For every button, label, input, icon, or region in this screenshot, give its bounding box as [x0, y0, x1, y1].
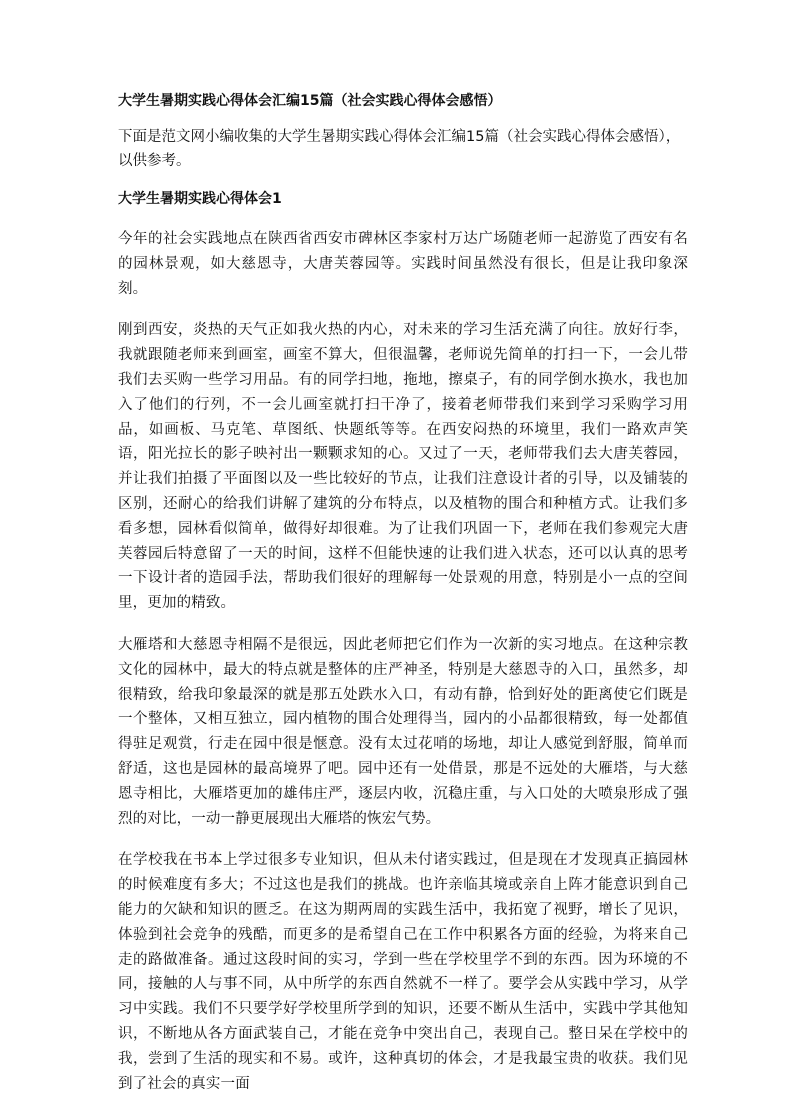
- intro-paragraph: 下面是范文网小编收集的大学生暑期实践心得体会汇编15篇（社会实践心得体会感悟），以供参考。: [118, 129, 681, 169]
- body-paragraph: 今年的社会实践地点在陕西省西安市碑林区李家村万达广场随老师一起游览了西安有名的园林景观，如大慈恩寺，大唐芙蓉园等。实践时间虽然没有很长，但是让我印象深刻。: [118, 231, 688, 297]
- body-paragraph: 大雁塔和大慈恩寺相隔不是很远，因此老师把它们作为一次新的实习地点。在这种宗教文化的园林中，最大的特点就是整体的庄严神圣，特别是大慈恩寺的入口，虽然多，却很精致，给我印象最深的就是那五处跌水入口，有动有静，恰到好处的距离使它们既是一个整体，又相互独立，园内植物的围合处理得当，园内的小品都很精致，每一处都值得驻足观赏，行走在园中很是惬意。没有太过花哨的场地，却让人感觉到舒服，简单而舒适，这也是园林的最高境界了吧。园中还有一处借景，那是不远处的大雁塔，与大慈恩寺相比，大雁塔更加的雄伟庄严，逐层内收，沉稳庄重，与入口处的大喷泉形成了强烈的对比，一动一静更展现出大雁塔的恢宏气势。: [118, 636, 688, 827]
- section-heading: 大学生暑期实践心得体会1: [118, 191, 282, 207]
- document-title: 大学生暑期实践心得体会汇编15篇（社会实践心得体会感悟）: [118, 93, 502, 109]
- body-paragraph: 在学校我在书本上学过很多专业知识，但从未付诸实践过，但是现在才发现真正搞园林的时候难度有多大；不过这也是我们的挑战。也许亲临其境或亲自上阵才能意识到自己能力的欠缺和知识的匮乏。在这为期两周的实践生活中，我拓宽了视野，增长了见识，体验到社会竞争的残酷，而更多的是希望自己在工作中积累各方面的经验，为将来自己走的路做准备。通过这段时间的实习，学到一些在学校里学不到的东西。因为环境的不同，接触的人与事不同，从中所学的东西自然就不一样了。要学会从实践中学习，从学习中实践。我们不只要学好学校里所学到的知识，还要不断从生活中，实践中学其他知识，不断地从各方面武装自己，才能在竞争中突出自己，表现自己。整日呆在学校中的我，尝到了生活的现实和不易。或许，这种真切的体会，才是我最宝贵的收获。我们见到了社会的真实一面: [118, 852, 688, 1092]
- body-paragraph: 刚到西安，炎热的天气正如我火热的内心，对未来的学习生活充满了向往。放好行李，我就跟随老师来到画室，画室不算大，但很温馨，老师说先简单的打扫一下，一会儿带我们去买购一些学习用品。有的同学扫地，拖地，擦桌子，有的同学倒水换水，我也加入了他们的行列，不一会儿画室就打扫干净了，接着老师带我们来到学习采购学习用品，如画板、马克笔、草图纸、快题纸等等。在西安闷热的环境里，我们一路欢声笑语，阳光拉长的影子映衬出一颗颗求知的心。又过了一天，老师带我们去大唐芙蓉园，并让我们拍摄了平面图以及一些比较好的节点，让我们注意设计者的引导，以及铺装的区别，还耐心的给我们讲解了建筑的分布特点，以及植物的围合和种植方式。让我们多看多想，园林看似简单，做得好却很难。为了让我们巩固一下，老师在我们参观完大唐芙蓉园后特意留了一天的时间，这样不但能快速的让我们进入状态，还可以认真的思考一下设计者的造园手法，帮助我们很好的理解每一处景观的用意，特别是小一点的空间里，更加的精致。: [118, 322, 688, 612]
